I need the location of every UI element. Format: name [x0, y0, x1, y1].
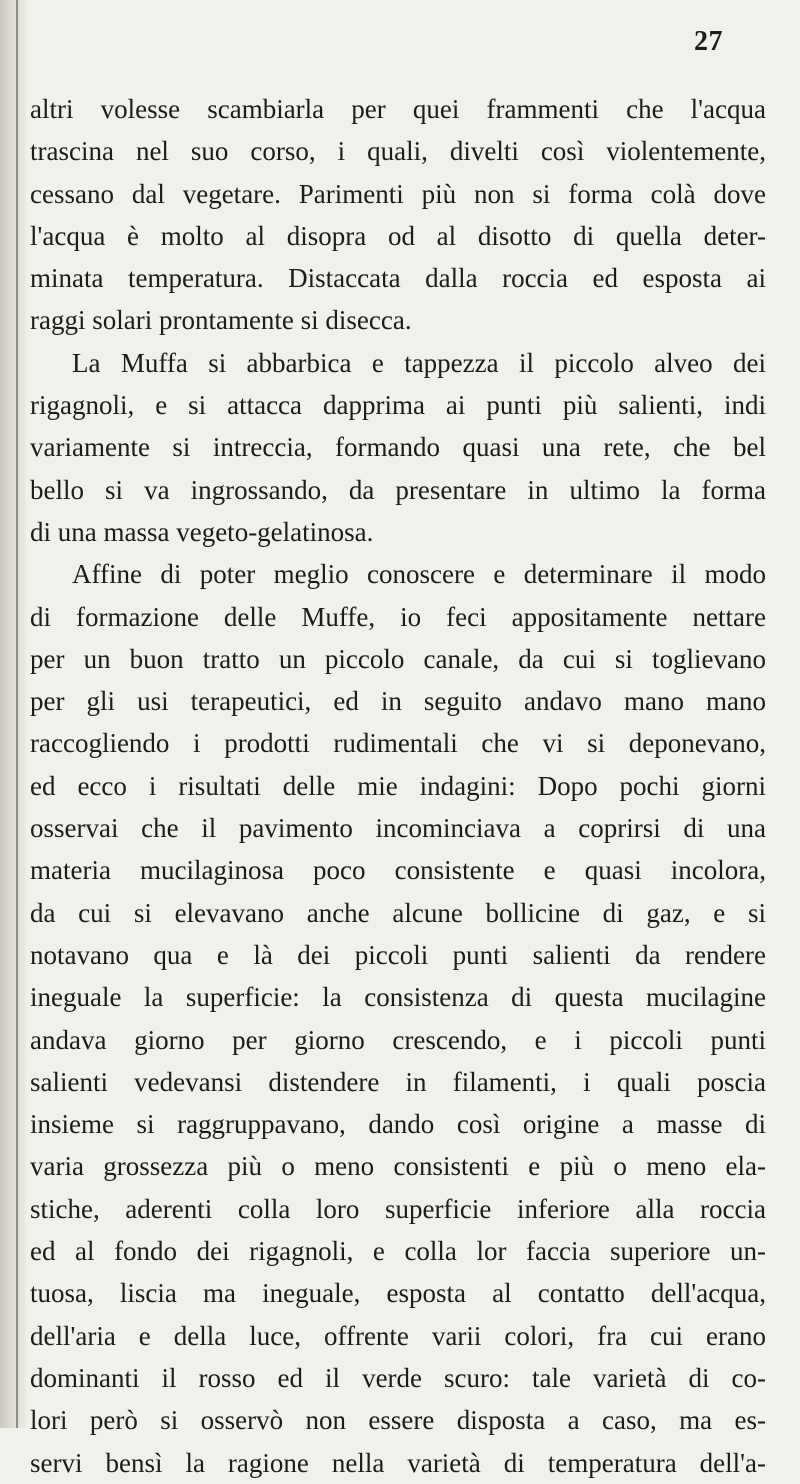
text-line: altri volesse scambiarla per quei frammenti che l'acqua: [30, 94, 766, 124]
text-line: insieme si raggruppavano, dando così origine a masse di: [30, 1109, 766, 1140]
text-line: per un buon tratto un piccolo canale, da cui si toglievano: [30, 643, 766, 674]
page-number: 27: [694, 26, 723, 57]
text-line: rigagnoli, e si attacca dapprima ai punti più salienti, indi: [30, 390, 766, 421]
text-line: minata temperatura. Distaccata dalla roccia ed esposta ai: [30, 263, 766, 294]
text-line: osservai che il pavimento incominciava a coprirsi di una: [30, 813, 766, 844]
body-text: [30, 88, 766, 1484]
text-line: ed al fondo dei rigagnoli, e colla lor faccia superiore un-: [30, 1236, 766, 1267]
book-binding-edge: [16, 0, 18, 1428]
text-line: lori però si osservò non essere disposta a caso, ma es-: [30, 1405, 766, 1436]
text-line: salienti vedevansi distendere in filamenti, i quali poscia: [30, 1066, 766, 1097]
text-line: variamente si intreccia, formando quasi una rete, che bel: [30, 432, 766, 463]
book-binding-shadow: [0, 0, 26, 1428]
text-line: servi bensì la ragione nella varietà di temperatura dell'a-: [30, 1447, 766, 1478]
text-line: raggi solari prontamente si disecca.: [30, 305, 412, 336]
text-line: di formazione delle Muffe, io feci appositamente nettare: [30, 601, 766, 632]
text-line: tuosa, liscia ma ineguale, esposta al contatto dell'acqua,: [30, 1278, 766, 1309]
text-line: ineguale la superficie: la consistenza di questa mucilagine: [30, 982, 766, 1013]
text-line: trascina nel suo corso, i quali, divelti così violentemente,: [30, 136, 766, 167]
text-line: bello si va ingrossando, da presentare in ultimo la forma: [30, 474, 766, 505]
text-line: raccogliendo i prodotti rudimentali che vi si deponevano,: [30, 728, 766, 759]
text-line: materia mucilaginosa poco consistente e quasi incolora,: [30, 855, 766, 886]
text-line: da cui si elevavano anche alcune bollicine di gaz, e si: [30, 897, 766, 928]
text-line: dominanti il rosso ed il verde scuro: tale varietà di co-: [30, 1362, 766, 1393]
text-line: dell'aria e della luce, offrente varii colori, fra cui erano: [30, 1320, 766, 1351]
text-line: ed ecco i risultati delle mie indagini: Dopo pochi giorni: [30, 770, 766, 801]
text-line: andava giorno per giorno crescendo, e i piccoli punti: [30, 1024, 766, 1055]
text-line: di una massa vegeto-gelatinosa.: [30, 516, 374, 547]
text-line: cessano dal vegetare. Parimenti più non si forma colà dove: [30, 178, 766, 209]
text-line: varia grossezza più o meno consistenti e più o meno ela-: [30, 1151, 766, 1182]
text-line: per gli usi terapeutici, ed in seguito andavo mano mano: [30, 686, 766, 717]
text-line: notavano qua e là dei piccoli punti salienti da rendere: [30, 939, 766, 970]
text-line: l'acqua è molto al disopra od al disotto di quella deter-: [30, 220, 766, 251]
text-line: La Muffa si abbarbica e tappezza il piccolo alveo dei: [72, 347, 766, 378]
text-line: stiche, aderenti colla loro superficie inferiore alla roccia: [30, 1193, 766, 1224]
text-line: Affine di poter meglio conoscere e determinare il modo: [72, 559, 766, 590]
